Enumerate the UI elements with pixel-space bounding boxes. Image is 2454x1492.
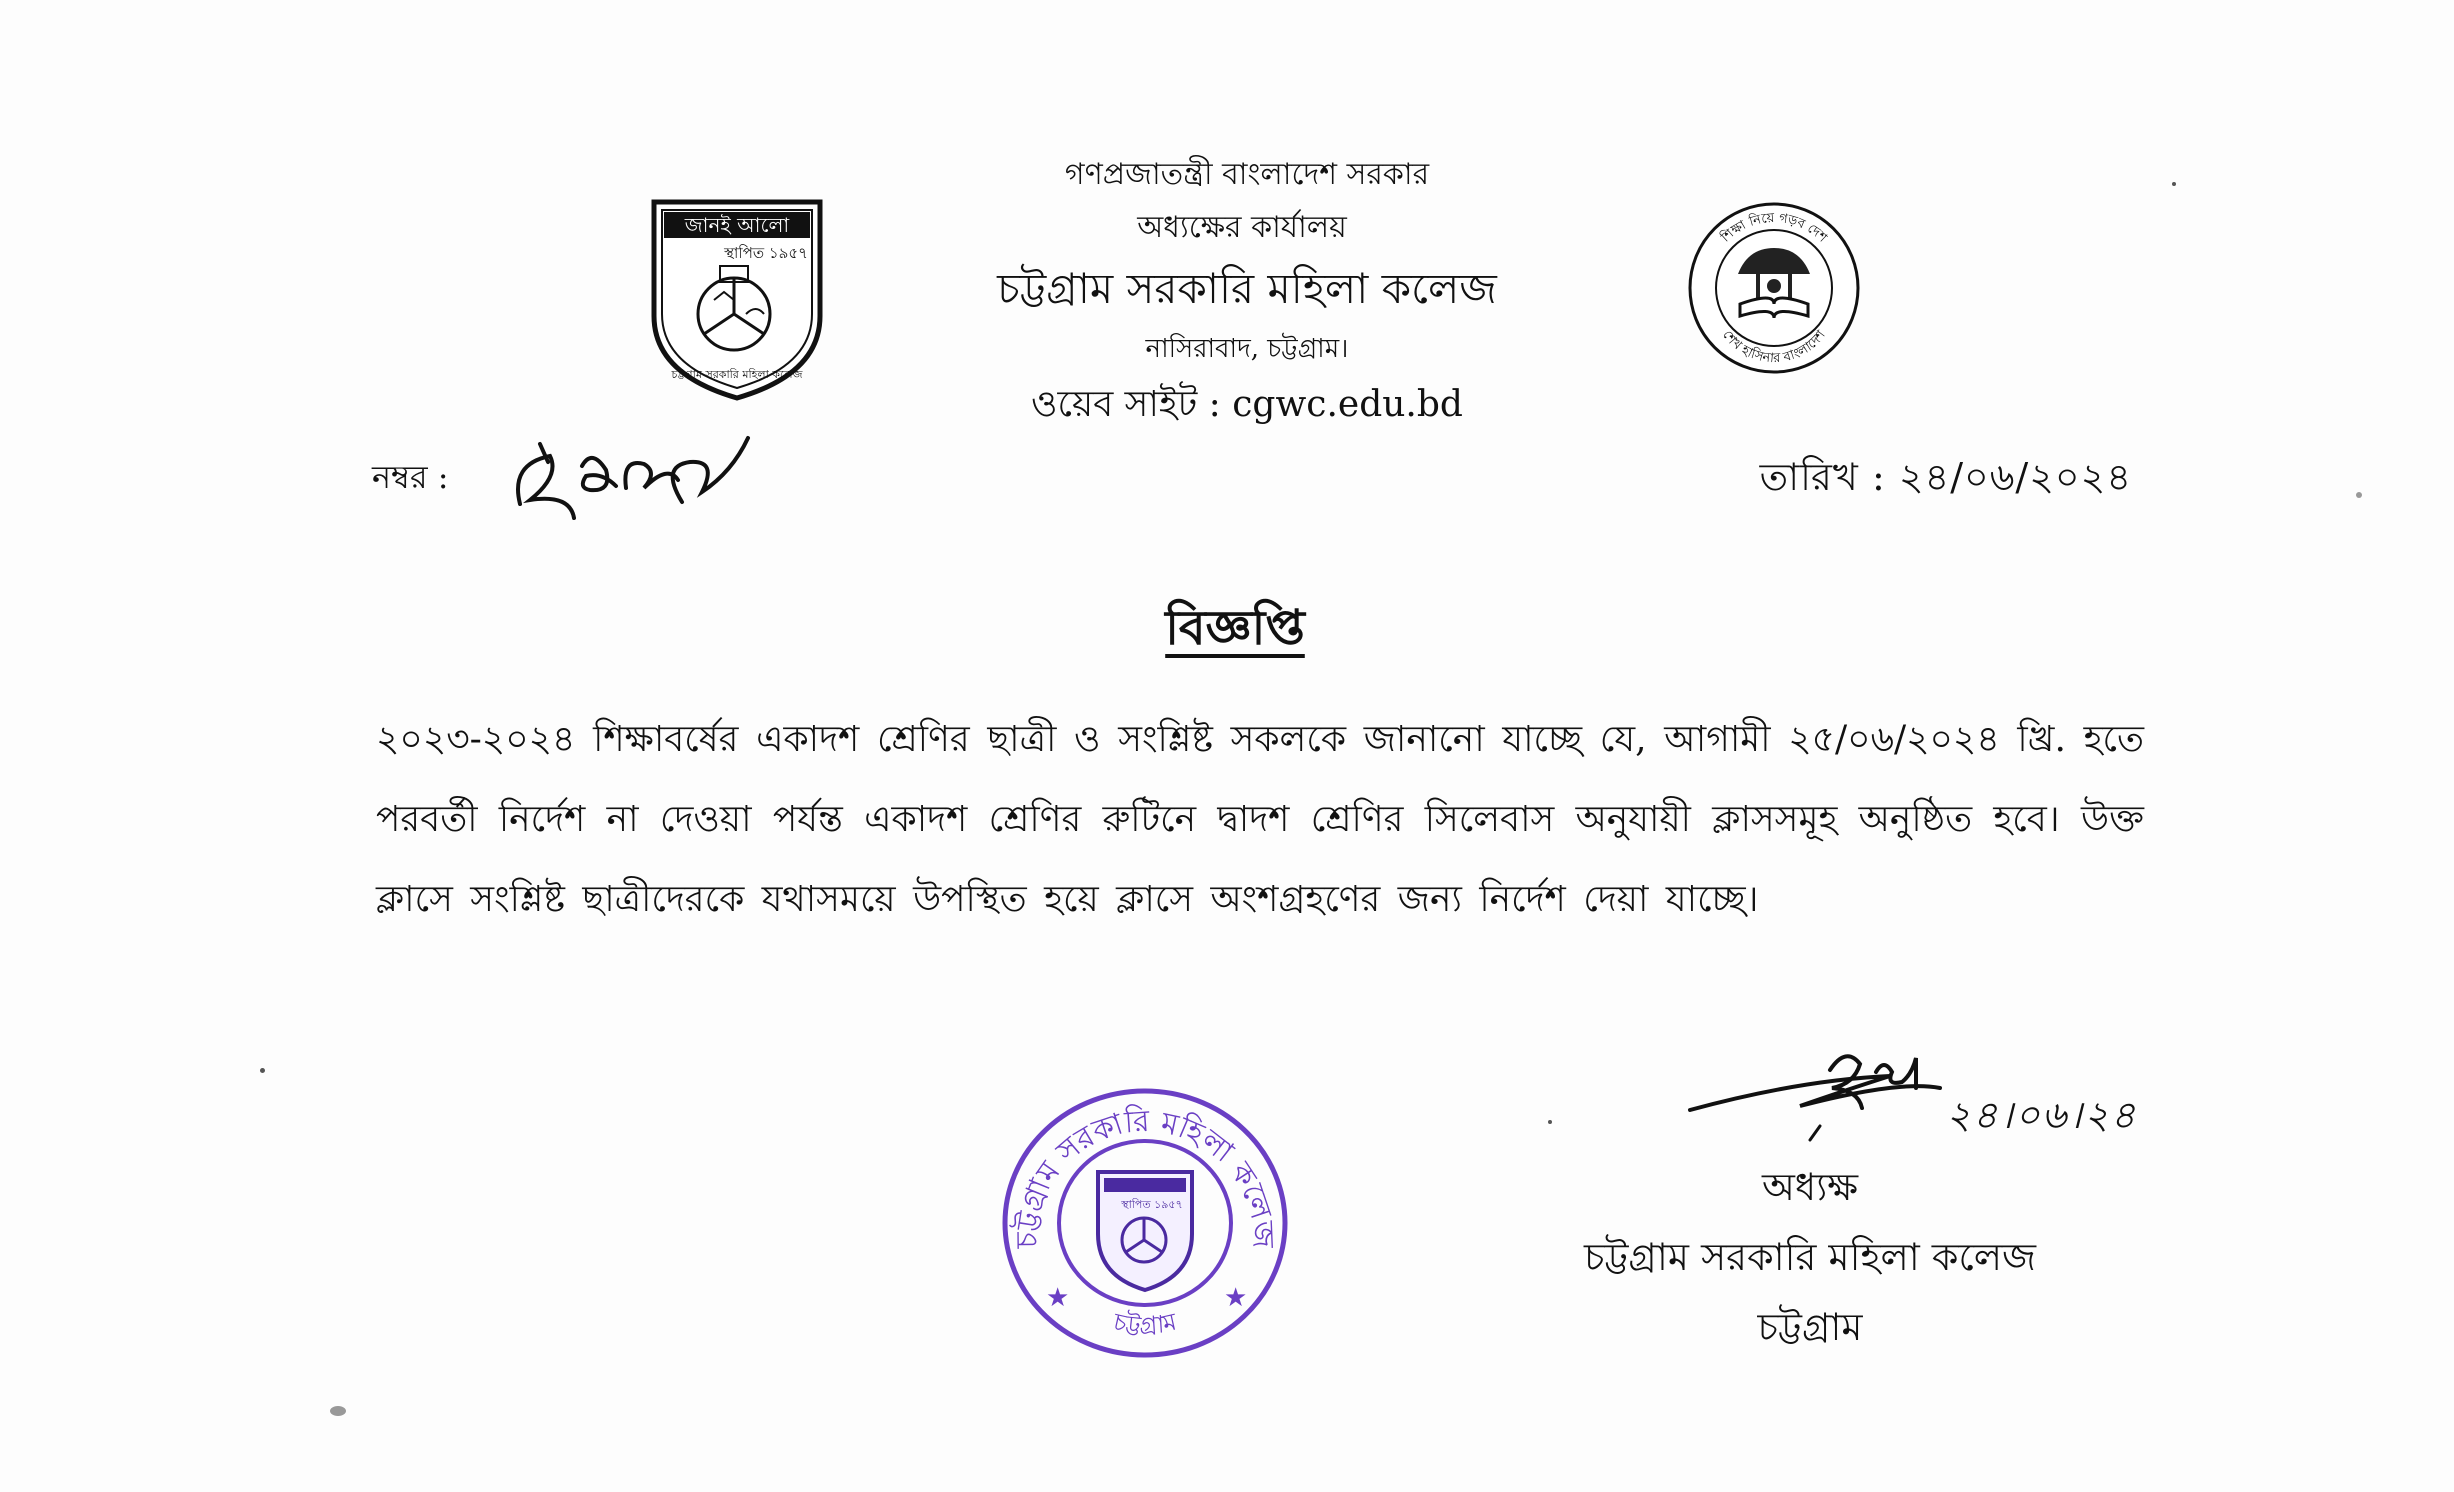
logo-established: স্থাপিত ১৯৫৭ xyxy=(724,244,808,262)
signatory-title: অধ্যক্ষ xyxy=(1761,1165,1858,1209)
signature-date: ২৪।০৬।২৪ xyxy=(1946,1093,2138,1137)
signatory-city: চট্টগ্রাম xyxy=(1757,1305,1863,1349)
signatory-college: চট্টগ্রাম সরকারি মহিলা কলেজ xyxy=(1583,1235,2037,1279)
college-website: ওয়েব সাইট : cgwc.edu.bd xyxy=(1031,384,1463,425)
government-name: গণপ্রজাতন্ত্রী বাংলাদেশ সরকার xyxy=(1064,157,1430,192)
svg-text:চট্টগ্রাম xyxy=(1110,1307,1180,1340)
handwritten-reference-number xyxy=(500,432,770,532)
emblem-bottom-text: শেখ হাসিনার বাংলাদেশ xyxy=(1719,327,1829,367)
scan-speck xyxy=(260,1068,265,1073)
seal-inner-text: স্থাপিত ১৯৫৭ xyxy=(1121,1198,1183,1211)
seal-bottom-text: চট্টগ্রাম xyxy=(1110,1307,1180,1340)
notice-title-text: বিজ্ঞপ্তি xyxy=(1165,600,1305,656)
scan-speck xyxy=(1548,1120,1552,1124)
notice-date: তারিখ : ২৪/০৬/২০২৪ xyxy=(1759,455,2132,499)
svg-text:★: ★ xyxy=(1224,1283,1248,1313)
notice-title xyxy=(0,592,2454,671)
emblem-top-text: শিক্ষা নিয়ে গড়ব দেশ xyxy=(1718,210,1830,246)
scan-speck xyxy=(2172,182,2176,186)
college-seal xyxy=(998,1084,1292,1362)
reference-label: নম্বর : xyxy=(372,458,449,496)
signatory-block xyxy=(1540,1152,2080,1362)
office-name: অধ্যক্ষের কার্যালয় xyxy=(1137,210,1347,245)
scan-speck xyxy=(2356,492,2362,498)
notice-body: ২০২৩-২০২৪ শিক্ষাবর্ষের একাদশ শ্রেণির ছাত্রী ও সংশ্লিষ্ট সকলকে জানানো যাচ্ছে যে, আগামী ২৫/০৬/২০২৪ খ্রি. হতে পরবর্তী নির্দেশ না দেওয়া পর্যন্ত একাদশ শ্রেণির রুটিনে দ্বাদশ শ্রেণির সিলেবাস অনুযায়ী ক্লাসসমূহ অনুষ্ঠিত হবে। উক্ত ক্লাসে সংশ্লিষ্ট ছাত্রীদেরকে যথাসময়ে উপস্থিত হয়ে ক্লাসে অংশগ্রহণের জন্য নির্দেশ দেয়া যাচ্ছে। xyxy=(376,719,2144,920)
college-address: নাসিরাবাদ, চট্টগ্রাম। xyxy=(1145,334,1349,364)
seal-ring-text: চট্টগ্রাম সরকারি মহিলা কলেজ xyxy=(1009,1103,1281,1249)
letterhead xyxy=(0,150,2454,434)
logo-motto: জানই আলো xyxy=(684,213,790,237)
svg-text:★: ★ xyxy=(1046,1283,1070,1313)
college-name: চট্টগ্রাম সরকারি মহিলা কলেজ xyxy=(997,264,1497,313)
scan-speck xyxy=(330,1406,346,1416)
logo-ring-text: চট্টগ্রাম সরকারি মহিলা কলেজ xyxy=(671,368,803,381)
